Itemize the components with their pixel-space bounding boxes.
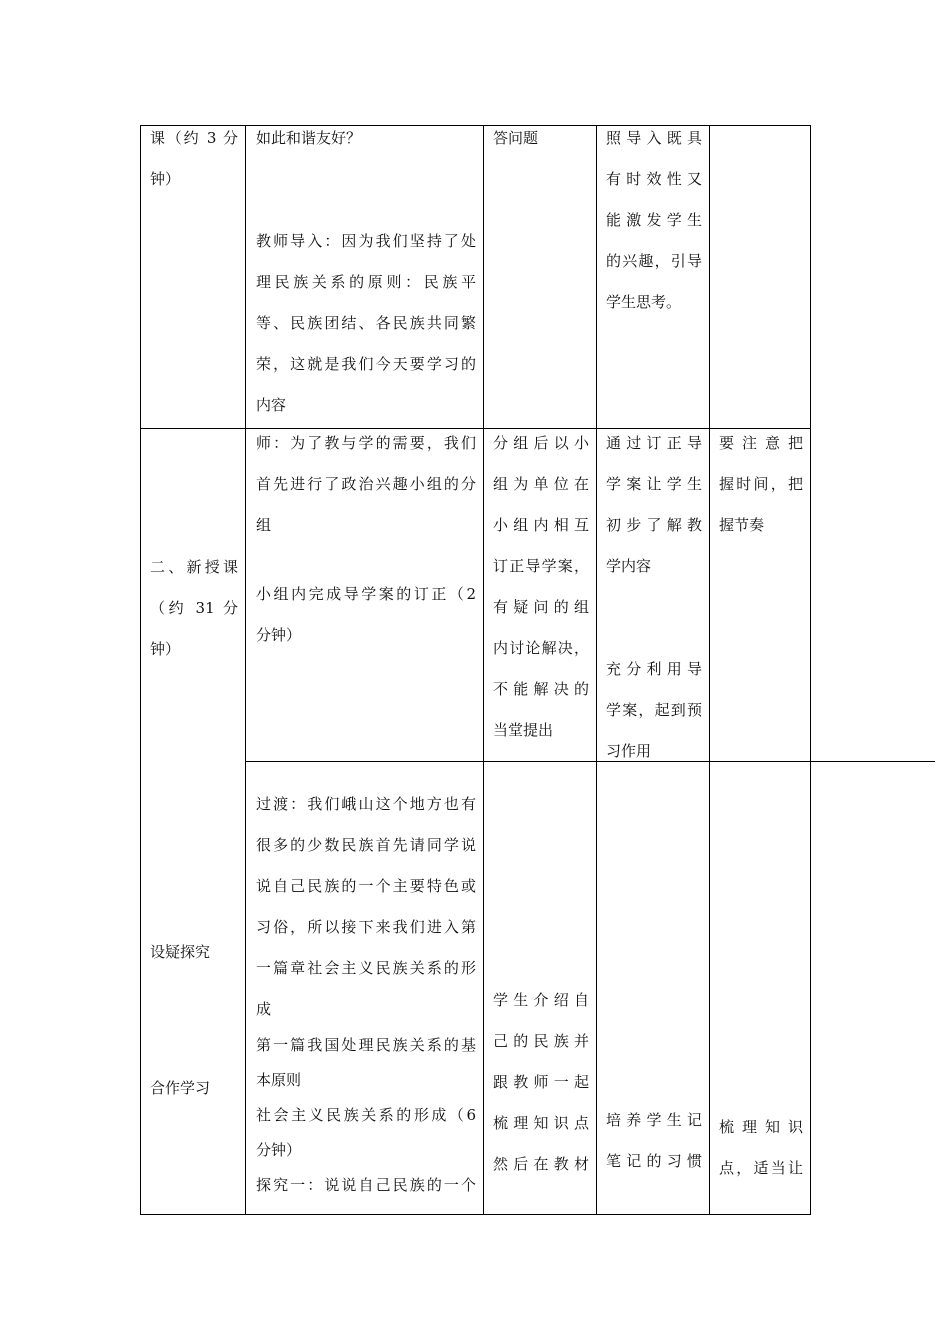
row2-notes-cell: 要注意把 握时间，把 握节奏 xyxy=(719,434,803,534)
row1-teacher-cell-top: 如此和谐友好？ xyxy=(256,129,362,147)
row3-stage-label-inquiry: 设疑探究 xyxy=(150,943,211,961)
column-divider xyxy=(596,125,597,1215)
row2-intent-cell-top: 通过订正导 学案让学生 初步了解教 学内容 xyxy=(606,434,702,575)
row1-intent-cell: 照导入既具 有时效性又 能激发学生 的兴趣，引导 学生思考。 xyxy=(606,129,702,311)
row3-student-cell: 学生介绍自 己的民族并 跟教师一起 梳理知识点 然后在教材 xyxy=(493,991,589,1173)
row2-student-cell: 分组后以小 组为单位在 小组内相互 订正导学案， 有疑问的组 内讨论解决， 不能解决的 当堂提出 xyxy=(493,434,589,739)
row3-notes-cell: 梳理知识 点，适当让 xyxy=(719,1118,803,1177)
row2-intent-cell-bottom: 充分利用导 学案，起到预 习作用 xyxy=(606,660,702,760)
row2-teacher-cell-top: 师：为了教与学的需要，我们 首先进行了政治兴趣小组的分 组 xyxy=(256,434,476,534)
row3-teacher-cell-body: 第一篇我国处理民族关系的基 本原则 社会主义民族关系的形成（6 分钟） 探究一：说说自己民族的一个 xyxy=(256,1036,476,1194)
row2-teacher-cell-body: 小组内完成导学案的订正（2 分钟） xyxy=(256,585,476,644)
row3-teacher-cell-top: 过渡：我们峨山这个地方也有 很多的少数民族首先请同学说 说自己民族的一个主要特色或 习俗，所以接下来我们进入第 一篇章社会主义民族关系的形 成 xyxy=(256,795,476,1018)
column-divider xyxy=(709,125,710,1215)
column-divider xyxy=(245,125,246,1215)
row1-student-cell: 答问题 xyxy=(493,129,539,147)
row3-intent-cell: 培养学生记 笔记的习惯 xyxy=(606,1111,702,1170)
row1-teacher-cell-body: 教师导入：因为我们坚持了处 理民族关系的原则：民族平 等、民族团结、各民族共同繁 荣，这就是我们今天要学习的 内容 xyxy=(256,232,476,414)
row2-stage-cell: 二、新授课 （约 31 分 钟） xyxy=(150,558,238,658)
row1-stage-cell: 课（约 3 分 钟） xyxy=(150,129,238,188)
column-divider xyxy=(483,125,484,1215)
row3-stage-label-cooperation: 合作学习 xyxy=(150,1079,211,1097)
row-divider xyxy=(245,761,935,762)
